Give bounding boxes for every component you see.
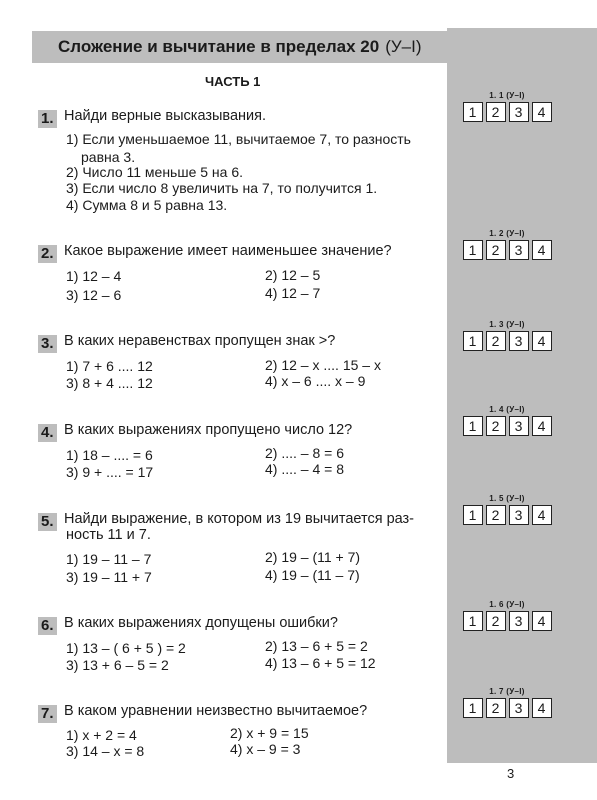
answer-label: 1. 2 (У–I)	[489, 229, 525, 238]
option-text: 4) Сумма 8 и 5 равна 13.	[66, 197, 228, 213]
question-number: 4.	[38, 424, 57, 442]
answer-box[interactable]: 2	[486, 102, 506, 122]
option-text: 2) .... – 8 = 6	[265, 445, 344, 461]
answer-box[interactable]: 1	[463, 102, 483, 122]
answer-box[interactable]: 4	[532, 698, 552, 718]
answer-box[interactable]: 1	[463, 240, 483, 260]
answer-label: 1. 6 (У–I)	[489, 600, 525, 609]
page-title	[58, 37, 422, 57]
answer-box[interactable]: 4	[532, 611, 552, 631]
option-text: 3) 14 – x = 8	[66, 743, 145, 759]
option-text: 3) 19 – 11 + 7	[66, 569, 152, 585]
answer-block	[459, 229, 555, 260]
option-text: 4) 13 – 6 + 5 = 12	[265, 655, 376, 671]
question-number: 1.	[38, 110, 57, 128]
answer-box[interactable]: 2	[486, 505, 506, 525]
question-text: В каком уравнении неизвестно вычитаемое?	[64, 703, 368, 719]
answer-box[interactable]: 4	[532, 505, 552, 525]
question-text: Найди верные высказывания.	[64, 108, 267, 124]
answer-label: 1. 5 (У–I)	[489, 494, 525, 503]
answer-box[interactable]: 3	[509, 611, 529, 631]
answer-block	[459, 494, 555, 525]
option-text: 2) 19 – (11 + 7)	[265, 549, 361, 565]
option-text: равна 3.	[81, 149, 136, 165]
question-text: В каких неравенствах пропущен знак >?	[64, 333, 336, 349]
option-text: 2) 12 – x .... 15 – x	[265, 357, 381, 373]
answer-box[interactable]: 3	[509, 416, 529, 436]
option-text: 1) 13 – ( 6 + 5 ) = 2	[66, 640, 186, 656]
answer-box[interactable]: 1	[463, 611, 483, 631]
option-text: 1) x + 2 = 4	[66, 727, 137, 743]
option-text: 3) 9 + .... = 17	[66, 464, 154, 480]
answer-label: 1. 3 (У–I)	[489, 320, 525, 329]
answer-label: 1. 1 (У–I)	[489, 91, 525, 100]
answer-box[interactable]: 3	[509, 698, 529, 718]
answer-box[interactable]: 2	[486, 331, 506, 351]
question-number: 5.	[38, 513, 57, 531]
answer-box[interactable]: 1	[463, 505, 483, 525]
question-text: Какое выражение имеет наименьшее значение?	[64, 243, 392, 259]
answer-box[interactable]: 2	[486, 611, 506, 631]
option-text: 1) 12 – 4	[66, 268, 122, 284]
option-text: 4) 19 – (11 – 7)	[265, 567, 360, 583]
answer-block	[459, 405, 555, 436]
option-text: 4) 12 – 7	[265, 285, 321, 301]
answer-box[interactable]: 2	[486, 698, 506, 718]
option-text: 2) x + 9 = 15	[230, 725, 309, 741]
answer-box[interactable]: 4	[532, 102, 552, 122]
option-text: 3) 8 + 4 .... 12	[66, 375, 153, 391]
option-text: 3) Если число 8 увеличить на 7, то получится 1.	[66, 180, 378, 196]
header-bar	[32, 31, 447, 63]
answer-box[interactable]: 3	[509, 331, 529, 351]
option-text: 2) Число 11 меньше 5 на 6.	[66, 164, 244, 180]
answer-block	[459, 687, 555, 718]
option-text: 1) Если уменьшаемое 11, вычитаемое 7, то разность	[66, 131, 411, 147]
question-number: 3.	[38, 335, 57, 353]
answer-label: 1. 4 (У–I)	[489, 405, 525, 414]
question-number: 6.	[38, 617, 57, 635]
answer-box[interactable]: 4	[532, 416, 552, 436]
option-text: 2) 13 – 6 + 5 = 2	[265, 638, 368, 654]
option-text: 3) 12 – 6	[66, 287, 122, 303]
answer-box[interactable]: 4	[532, 240, 552, 260]
answer-box[interactable]: 2	[486, 240, 506, 260]
option-text: 4) x – 6 .... x – 9	[265, 373, 366, 389]
question-text-continued: ность 11 и 7.	[66, 527, 151, 543]
answer-box[interactable]: 3	[509, 505, 529, 525]
title-text: Сложение и вычитание в пределах 20	[58, 37, 380, 56]
option-text: 3) 13 + 6 – 5 = 2	[66, 657, 169, 673]
answer-box[interactable]: 1	[463, 698, 483, 718]
answer-box[interactable]: 2	[486, 416, 506, 436]
option-text: 4) x – 9 = 3	[230, 741, 301, 757]
question-text: Найди выражение, в котором из 19 вычитается раз-	[64, 511, 415, 527]
title-code: (У–I)	[385, 37, 422, 56]
answer-label: 1. 7 (У–I)	[489, 687, 525, 696]
answer-block	[459, 91, 555, 122]
page-number: 3	[507, 766, 515, 781]
option-text: 4) .... – 4 = 8	[265, 461, 344, 477]
answer-box[interactable]: 4	[532, 331, 552, 351]
option-text: 1) 19 – 11 – 7	[66, 551, 152, 567]
answer-box[interactable]: 3	[509, 240, 529, 260]
question-number: 7.	[38, 705, 57, 723]
answer-box[interactable]: 3	[509, 102, 529, 122]
answer-box[interactable]: 1	[463, 416, 483, 436]
question-text: В каких выражениях допущены ошибки?	[64, 615, 338, 631]
option-text: 1) 7 + 6 .... 12	[66, 358, 153, 374]
answer-block	[459, 600, 555, 631]
answer-box[interactable]: 1	[463, 331, 483, 351]
option-text: 2) 12 – 5	[265, 267, 321, 283]
option-text: 1) 18 – .... = 6	[66, 447, 153, 463]
question-text: В каких выражениях пропущено число 12?	[64, 422, 353, 438]
question-number: 2.	[38, 245, 57, 263]
answer-sidebar	[447, 28, 597, 763]
answer-block	[459, 320, 555, 351]
part-title: ЧАСТЬ 1	[205, 74, 261, 89]
